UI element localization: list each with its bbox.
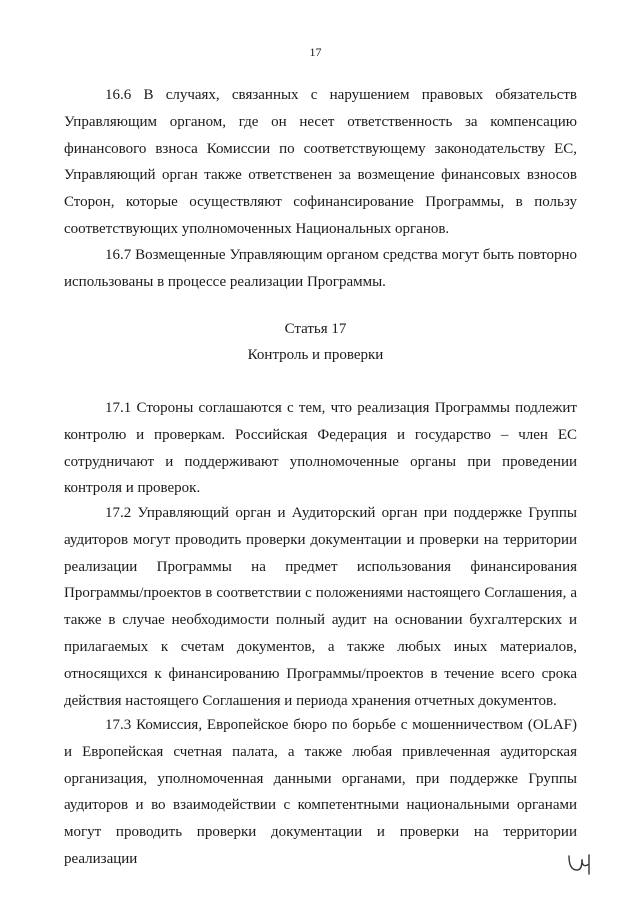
paragraph-17-3: 17.3 Комиссия, Европейское бюро по борьбе с мошенничеством (OLAF) и Европейская счетная палата, а также любая привлеченная аудиторская организация, уполномоченная данными органами, при поддержке Группы аудиторов и во взаимодействии с компетентными национальными органами могут проводить проверки документации и проверки на территории реализации — [64, 717, 577, 867]
article-title: Контроль и проверки — [247, 347, 384, 363]
paragraph-16-6: 16.6 В случаях, связанных с нарушением правовых обязательств Управляющим органом, где он несет ответственность за компенсацию финансового взноса Комиссии по соответствующему законодательству ЕС, Управляющий орган также ответственен за возмещение финансовых взносов Сторон, которые осуществляют софинансирование Программы, в пользу соответствующих уполномоченных Национальных органов. — [64, 87, 577, 237]
article-number: Статья 17 — [284, 321, 347, 337]
handwritten-initial-mark — [566, 852, 596, 876]
page-number: 17 — [309, 45, 322, 59]
paragraph-17-2: 17.2 Управляющий орган и Аудиторский орган при поддержке Группы аудиторов могут проводить проверки документации и проверки на территории реализации Программы на предмет использования финансирования Программы/проектов в соответствии с положениями настоящего Соглашения, а также в случае необходимости полный аудит на основании бухгалтерских и прилагаемых к счетам документов, а также любых иных материалов, относящихся к финансированию Программы/проектов в течение всего срока действия настоящего Соглашения и периода хранения отчетных документов. — [64, 505, 577, 709]
paragraph-16-7: 16.7 Возмещенные Управляющим органом средства могут быть повторно использованы в процессе реализации Программы. — [64, 247, 577, 290]
paragraph-17-1: 17.1 Стороны соглашаются с тем, что реализация Программы подлежит контролю и проверкам. Российская Федерация и государство – член ЕС сотрудничают и поддерживают уполномоченные органы при проведении контроля и проверок. — [64, 400, 577, 497]
